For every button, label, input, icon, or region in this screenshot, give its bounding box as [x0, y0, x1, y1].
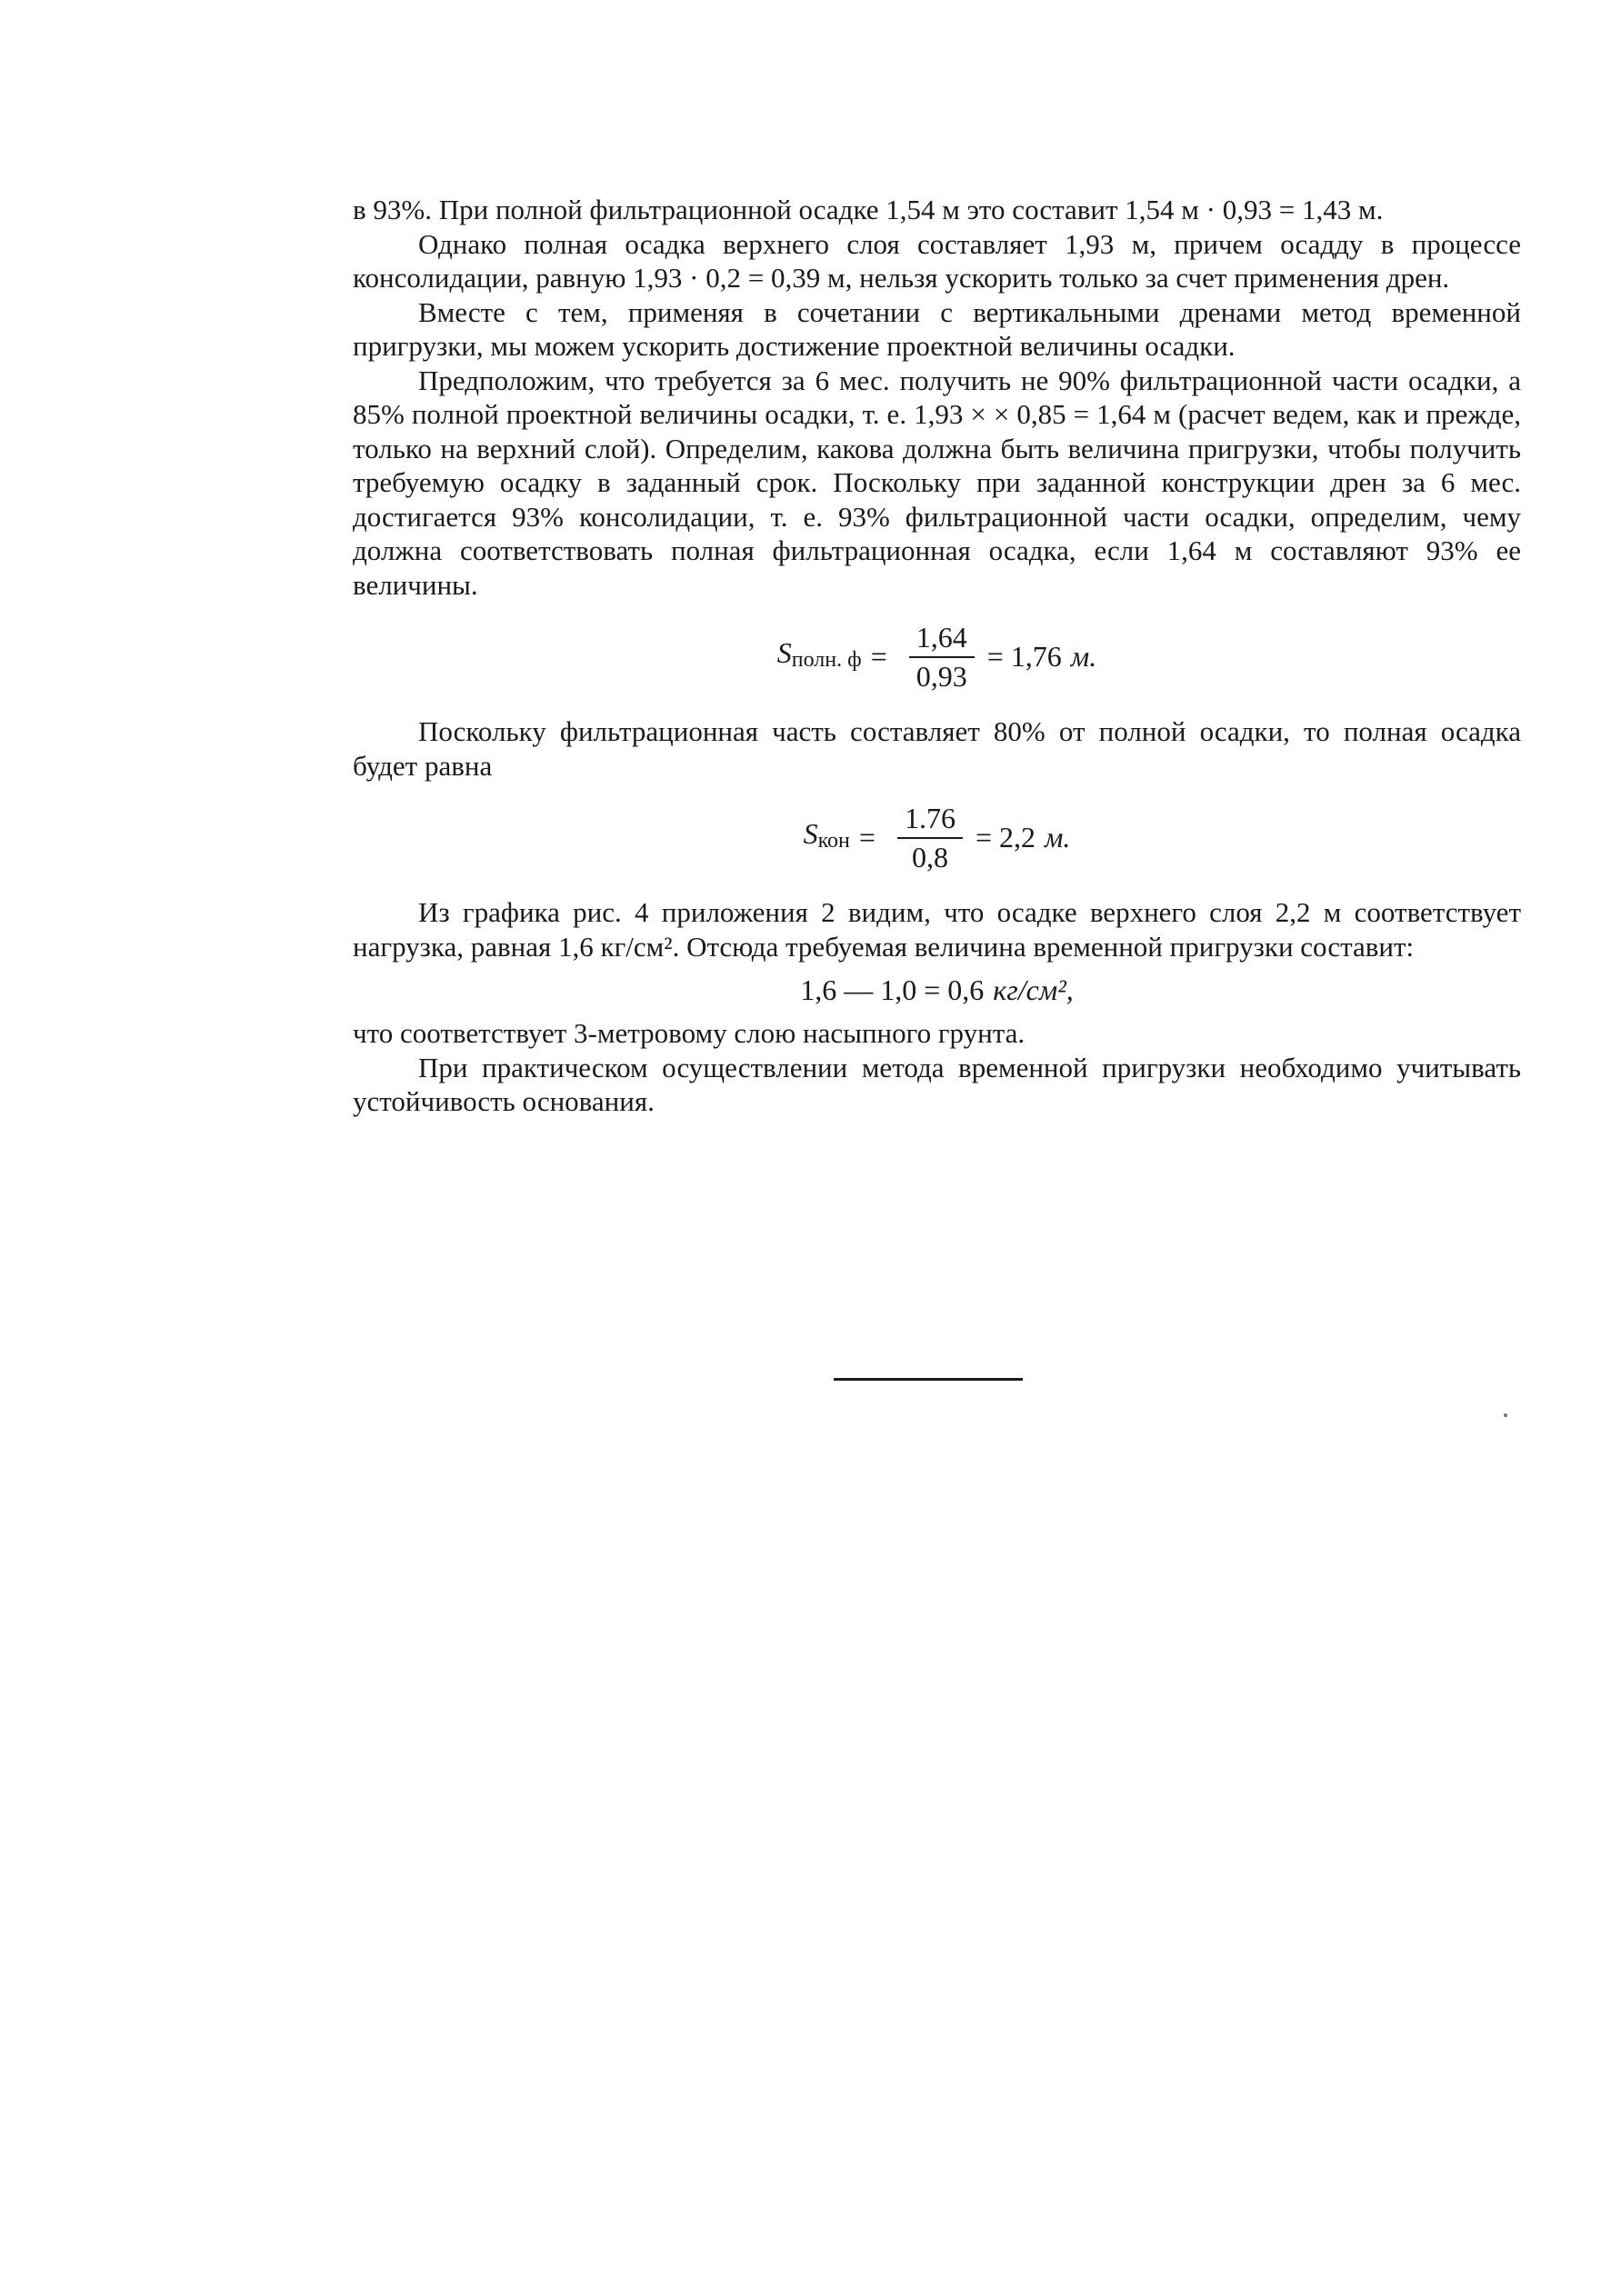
- formula-equals: =: [870, 640, 887, 674]
- paragraph: При практическом осуществлении метода временной пригрузки необходимо учитывать устойчивость основания.: [353, 1051, 1521, 1117]
- formula-equals: =: [858, 821, 876, 854]
- formula-unit: м.: [1044, 821, 1071, 854]
- formula-final-settlement: [353, 795, 1521, 881]
- formula-denominator: 0,8: [911, 841, 948, 873]
- formula-denominator: 0,93: [916, 660, 967, 693]
- paragraph: что соответствует 3-метровому слою насыпного грунта.: [353, 1017, 1026, 1049]
- formula-subscript: кон: [817, 829, 850, 854]
- formula-fraction: [897, 802, 963, 875]
- formula-variable: S: [803, 817, 818, 851]
- formula-unit: кг/см²,: [993, 973, 1074, 1007]
- paragraph: Вместе с тем, применяя в сочетании с вертикальными дренами метод временной пригрузки, мы можем ускорить достижение проектной величины осадки.: [353, 295, 1521, 362]
- paragraph: Поскольку фильтрационная часть составляет 80% от полной осадки, то полная осадка будет равна: [353, 715, 1521, 782]
- paragraph: Из графика рис. 4 приложения 2 видим, что осадке верхнего слоя 2,2 м соответствует нагрузка, равная 1,6 кг/см². Отсюда требуемая величина временной пригрузки составит:: [353, 896, 1521, 963]
- formula-numerator: 1.76: [897, 802, 963, 840]
- end-rule: [834, 1378, 1023, 1381]
- formula-result: = 2,2: [975, 821, 1036, 854]
- formula-variable: S: [776, 636, 792, 670]
- formula-numerator: 1,64: [909, 621, 975, 659]
- formula-expression: 1,6 — 1,0 = 0,6: [800, 973, 985, 1007]
- formula-surcharge: [353, 971, 1521, 1011]
- formula-symbol: [804, 817, 850, 859]
- formula-full-filtration-settlement: [353, 614, 1521, 700]
- document-body: [353, 193, 1521, 1119]
- scan-speck: [1504, 1413, 1507, 1417]
- formula-symbol: [777, 636, 862, 678]
- formula-subscript: полн. ф: [791, 648, 862, 673]
- paragraph: в 93%. При полной фильтрационной осадке 1,54 м это составит 1,54 м · 0,93 = 1,43 м.: [353, 194, 1384, 225]
- paragraph: Предположим, что требуется за 6 мес. получить не 90% фильтрационной части осадки, а 85% полной проектной величины осадки, т. е. 1,93 × × 0,85 = 1,64 м (расчет ведем, как и прежде, только на верхний слой). Определим, какова должна быть величина пригрузки, чтобы получить требуемую осадку в заданный срок. Поскольку при заданной конструкции дрен за 6 мес. достигается 93% консолидации, т. е. 93% фильтрационной части осадки, определим, чему должна соответствовать полная фильтрационная осадка, если 1,64 м составляют 93% ее величины.: [353, 364, 1521, 601]
- formula-unit: м.: [1070, 640, 1097, 674]
- formula-fraction: [909, 621, 975, 694]
- formula-result: = 1,76: [986, 640, 1062, 674]
- paragraph: Однако полная осадка верхнего слоя составляет 1,93 м, причем осадду в процессе консолидации, равную 1,93 · 0,2 = 0,39 м, нельзя ускорить только за счет применения дрен.: [353, 227, 1521, 294]
